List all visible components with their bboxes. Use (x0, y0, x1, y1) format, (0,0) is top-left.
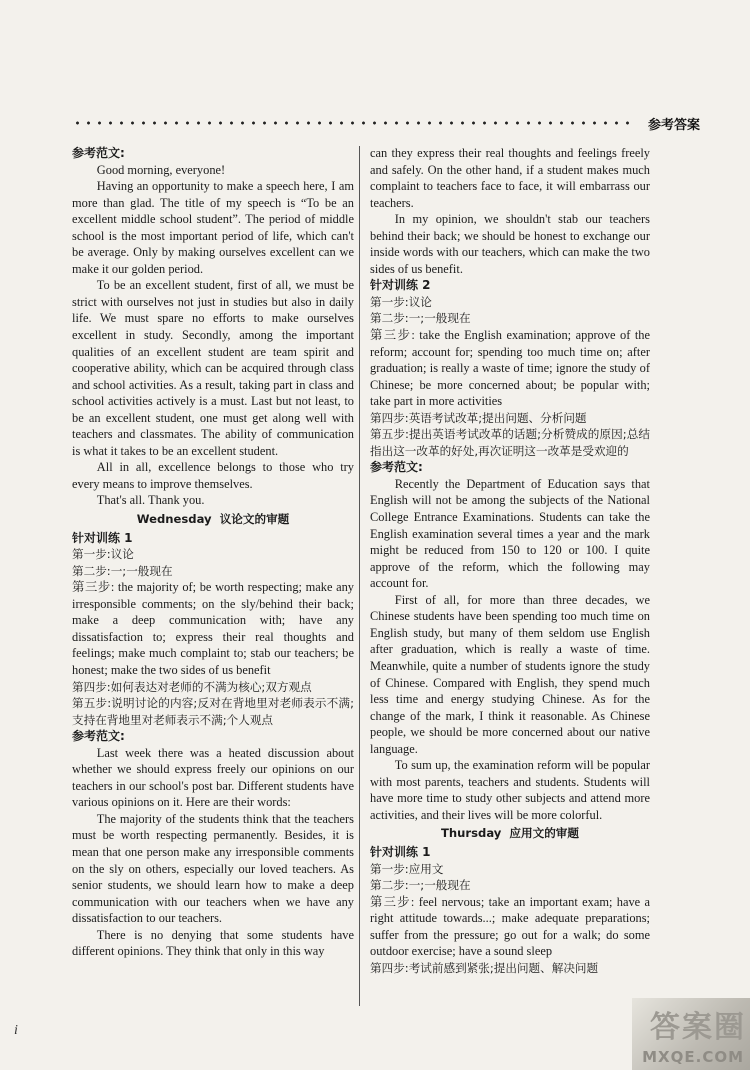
step-2: 第二步:一;一般现在 (370, 311, 471, 326)
paragraph: First of all, for more than three decades, we Chinese students have been spending too much time on English study, but many of them seldom use English after graduation, which is really a waste of time. Meanwhile, quite a number of students ignore the study of Chinese. Compared with English, they spend much less time and energy studying Chinese. As for the change of the mark, I think it reasonable. As Chinese people, we should be more concerned about our native language. (370, 592, 650, 756)
step-1: 第一步:议论 (370, 294, 432, 309)
section-topic: 应用文的审题 (509, 826, 579, 841)
step-2: 第二步:一;一般现在 (72, 563, 173, 578)
paragraph: can they express their real thoughts and feelings freely and safely. On the other hand, if a student makes much complaint to teachers face to face, it will embarrass our teachers. (370, 146, 650, 210)
dotted-rule (72, 121, 636, 125)
header-title: 参考答案 (647, 117, 700, 133)
step-3: 第三步: feel nervous; take an important exam; have a right attitude towards...; make adequate preparations; suffer from the pressure; go out for a walk; do some outdoor exercise; have a sound sleep (370, 894, 650, 959)
paragraph: All in all, excellence belongs to those who try every means to improve themselves. (72, 460, 354, 491)
step-5: 第五步:提出英语考试改革的话题;分析赞成的原因;总结指出这一改革的好处,再次证明这一改革是受欢迎的 (370, 427, 650, 458)
step-3: 第三步: the majority of; be worth respecting; make any irresponsible comments; on the sly/behind their back; make a deep communication with; have any dissatisfaction to; express their real thoughts and feelings; make much complaint to; stab our teachers; be honest; make the two sides of us benefit (72, 580, 354, 677)
watermark-logo (632, 998, 750, 1070)
section-day: Thursday (440, 826, 502, 841)
paragraph: To sum up, the examination reform will be popular with most parents, teachers and students. Students will have more time to study other subjects and attend more activities, and their lives will be more colorful. (370, 758, 650, 822)
sample-heading: 参考范文: (72, 729, 125, 744)
sample-heading: 参考范文: (72, 146, 125, 160)
paragraph: In my opinion, we shouldn't stab our teachers behind their back; we should be honest to exchange our inside words with our teachers, which can make the two sides of us benefit. (370, 212, 650, 276)
watermark-text: 答案圈 (650, 1010, 746, 1045)
left-column (72, 145, 354, 960)
step-3: 第三步: take the English examination; approve of the reform; account for; spending too much time on; after graduation; is really a waste of time; ignore the study of Chinese; be more concerned about; be popular with; take part in more activities (370, 328, 650, 409)
section-title (72, 511, 354, 528)
step-1: 第一步:议论 (72, 547, 134, 562)
margin-mark: i (14, 1023, 18, 1038)
section-topic: 议论文的审题 (219, 512, 290, 527)
paragraph: Last week there was a heated discussion about whether we should express freely our opinions on our teachers in our school's post bar. Different students have various opinions on it. Here are their words: (72, 745, 354, 810)
right-column (370, 145, 650, 976)
paragraph: Having an opportunity to make a speech here, I am more than glad. The title of my speech is “To be an excellent middle school student”. The period of middle school is the most important period of life, which can't be average. Only by making ourselves excellent can we make it our golden period. (72, 179, 354, 276)
page-header (72, 112, 720, 134)
column-divider (359, 146, 360, 1006)
training-heading: 针对训练 2 (370, 278, 431, 293)
paragraph: There is no denying that some students have different opinions. They think that only in this way (72, 927, 354, 959)
section-title (370, 825, 650, 842)
section-day: Wednesday (136, 512, 212, 527)
step-4: 第四步:考试前感到紧张;提出问题、解决问题 (370, 960, 599, 975)
greeting: Good morning, everyone! (96, 162, 226, 177)
watermark-url: MXQE.COM (642, 1048, 744, 1066)
paragraph: Recently the Department of Education says that English will not be among the subjects of the National College Entrance Examinations. Students can take the English examination several times a year and the mark might be reduced from 150 to 120 or 100. I quite approve of the reform, which the following may account for. (370, 476, 650, 591)
sample-heading: 参考范文: (370, 460, 423, 475)
paragraph: To be an excellent student, first of all, we must be strict with ourselves not just in studies but also in daily life. We must spare no efforts to make ourselves excellent in study. Secondly, among the important qualities of an excellent student are team spirit and cooperative ability, which can be acquired through class and school activities. As a result, taking part in class and school activities actively is a must. Last but not least, to be an excellent student, one must get along well with teachers and classmates. The ability of communication is what it takes to be an excellent student. (72, 278, 354, 458)
training-heading: 针对训练 1 (72, 530, 133, 545)
step-1: 第一步:应用文 (370, 861, 444, 876)
paragraph: That's all. Thank you. (96, 493, 205, 508)
step-4: 第四步:如何表达对老师的不满为核心;双方观点 (72, 679, 312, 694)
step-5: 第五步:说明讨论的内容;反对在背地里对老师表示不满;支持在背地里对老师表示不满;个人观点 (72, 696, 354, 727)
paragraph: The majority of the students think that the teachers must be worth respecting permanently. Besides, it is mean that one person make any irresponsible comments on the sly on others, especially our loved teachers. As senior students, we should learn how to make a deep communication with our teachers when we have any dissatisfaction to our teachers. (72, 811, 354, 926)
step-4: 第四步:英语考试改革;提出问题、分析问题 (370, 410, 587, 425)
training-heading: 针对训练 1 (370, 844, 431, 859)
step-2: 第二步:一;一般现在 (370, 878, 471, 893)
